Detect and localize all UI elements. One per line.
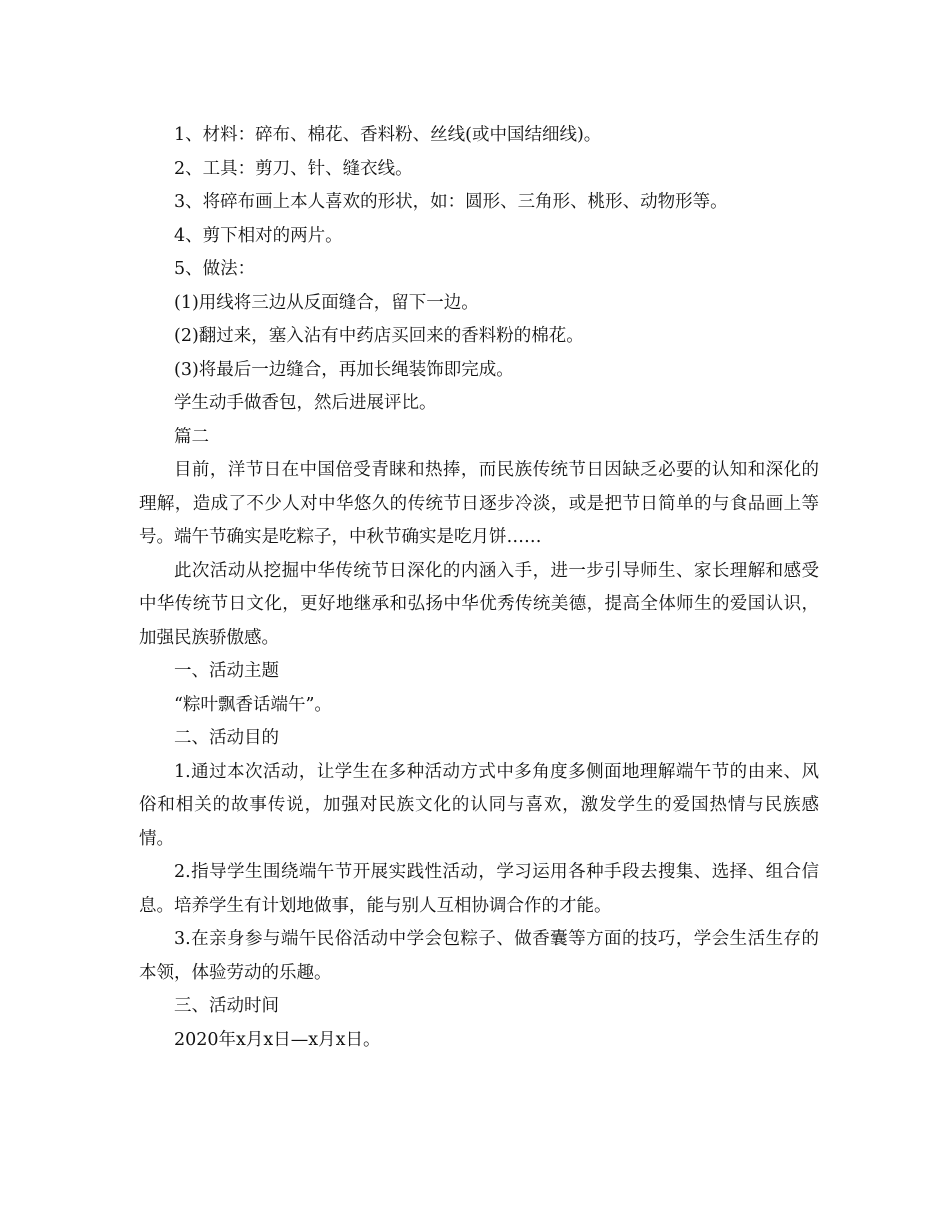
activity-time-text: 2020年x月x日—x月x日。 (174, 1029, 381, 1050)
activity-time-heading: 三、活动时间 (174, 996, 279, 1016)
method-step-1: (1)用线将三边从反面缝合，留下一边。 (174, 292, 479, 313)
step-draw-shape: 3、将碎布画上本人喜欢的形状，如：圆形、三角形、桃形、动物形等。 (174, 192, 728, 212)
activity-theme-text: “粽叶飘香话端午”。 (174, 694, 332, 715)
section-heading-part-two: 篇二 (174, 426, 209, 447)
student-activity-paragraph: 学生动手做香包，然后进展评比。 (174, 393, 437, 413)
activity-theme-heading: 一、活动主题 (174, 661, 279, 681)
activity-goal-3: 3.在亲身参与端午民俗活动中学会包粽子、做香囊等方面的技巧，学会生活生存的本领，体验劳动的乐趣。 (139, 929, 819, 983)
document-body (139, 119, 819, 1057)
activity-goal-heading: 二、活动目的 (174, 728, 279, 748)
intro-paragraph: 目前，洋节日在中国倍受青睐和热捧，而民族传统节日因缺乏必要的认知和深化的理解，造成了不少人对中华悠久的传统节日逐步冷淡，或是把节日简单的与食品画上等号。端午节确实是吃粽子，中秋节确实是吃月饼…… (139, 460, 819, 547)
material-list-item: 1、材料：碎布、棉花、香料粉、丝线(或中国结细线)。 (174, 125, 602, 145)
method-heading: 5、做法： (174, 259, 256, 279)
tool-list-item: 2、工具：剪刀、针、缝衣线。 (174, 158, 413, 179)
activity-goal-1: 1.通过本次活动，让学生在多种活动方式中多角度多侧面地理解端午节的由来、风俗和相关的故事传说，加强对民族文化的认同与喜欢，激发学生的爱国热情与民族感情。 (139, 761, 819, 849)
step-cut-pieces: 4、剪下相对的两片。 (174, 225, 343, 246)
method-step-2: (2)翻过来，塞入沾有中药店买回来的香料粉的棉花。 (174, 326, 584, 346)
activity-purpose-paragraph: 此次活动从挖掘中华传统节日深化的内涵入手，进一步引导师生、家长理解和感受中华传统节日文化，更好地继承和弘扬中华优秀传统美德，提高全体师生的爱国认识，加强民族骄傲感。 (139, 560, 819, 648)
activity-goal-2: 2.指导学生围绕端午节开展实践性活动，学习运用各种手段去搜集、选择、组合信息。培养学生有计划地做事，能与别人互相协调合作的才能。 (139, 862, 819, 916)
method-step-3: (3)将最后一边缝合，再加长绳装饰即完成。 (174, 359, 514, 380)
